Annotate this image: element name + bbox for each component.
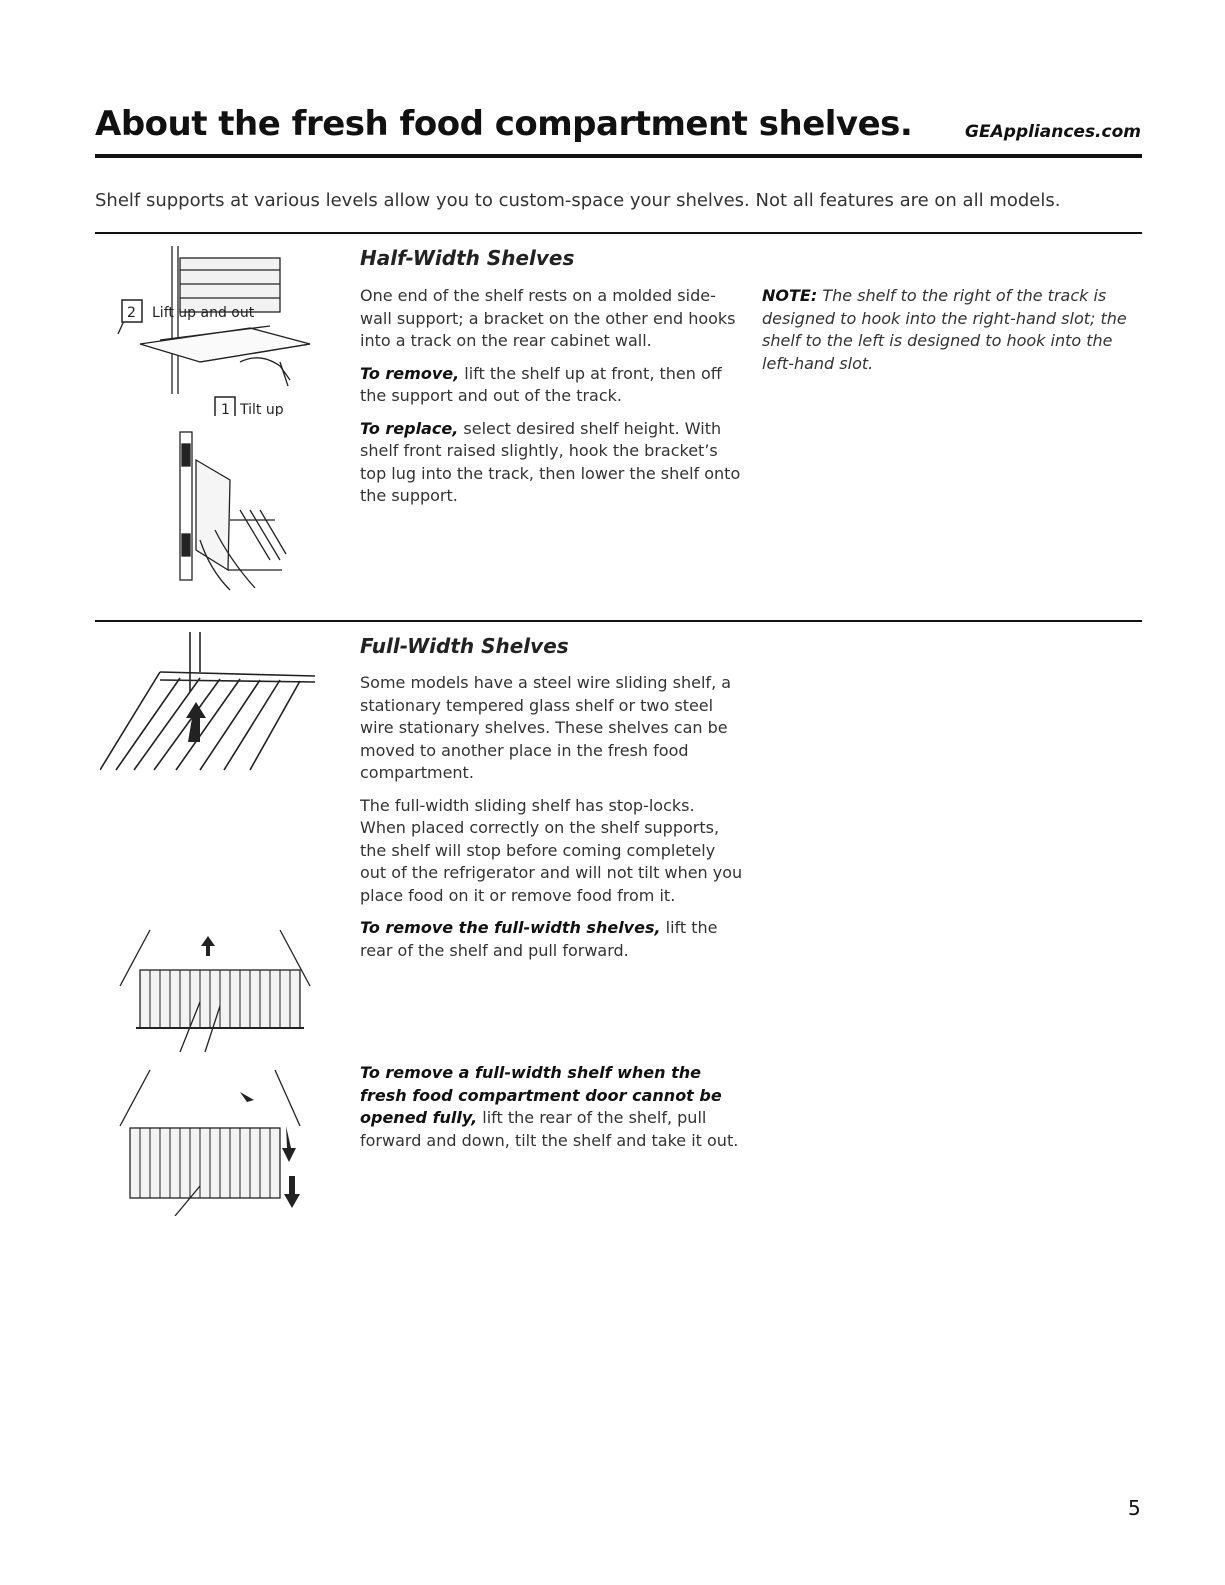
half-width-heading: Half-Width Shelves: [360, 246, 575, 270]
intro-text: Shelf supports at various levels allow you to custom-space your shelves. Not all features are on all models.: [95, 190, 1061, 211]
half-width-description: One end of the shelf rests on a molded side-wall support; a bracket on the other end hooks into a track on the rear cabinet wall.: [360, 286, 736, 350]
section-divider-full: [95, 620, 1142, 622]
remove-text: lift the shelf up at front, then off the support and out of the track.: [360, 363, 722, 405]
note-label: NOTE:: [762, 286, 818, 305]
half-width-remove: [360, 363, 745, 408]
replace-lead: To replace,: [360, 418, 459, 438]
replace-text: select desired shelf height. With shelf front raised slightly, hook the bracket’s top lug into the track, then lower the shelf onto the support.: [360, 418, 741, 505]
full-remove-lead: To remove the full-width shelves,: [360, 918, 661, 937]
remove-lead: To remove,: [360, 363, 460, 383]
step-1-label: Tilt up: [240, 402, 284, 416]
page-number: 5: [1128, 1496, 1141, 1520]
header-rule: [95, 154, 1142, 158]
note-text: The shelf to the right of the track is designed to hook into the right-hand slot; the shelf to the left is designed to hook into the left-hand slot.: [762, 286, 1127, 373]
full-width-description: Some models have a steel wire sliding shelf, a stationary tempered glass shelf or two steel wire stationary shelves. These shelves can be moved to another place in the fresh food compartment.: [360, 673, 732, 782]
full-width-pull-illustration: [100, 926, 335, 1054]
section-divider-half: [95, 232, 1142, 234]
full-width-tilt-illustration: [100, 1066, 335, 1216]
step-2-label: Lift up and out: [152, 305, 255, 321]
half-width-replace: [360, 418, 745, 508]
full-width-shelf-illustration: [100, 632, 335, 772]
full-remove-text: lift the rear of the shelf and pull forward.: [360, 918, 718, 960]
door-remove-text: lift the rear of the shelf, pull forward and down, tilt the shelf and take it out.: [360, 1108, 739, 1150]
step-2-number: 2: [127, 305, 136, 321]
page-title: About the fresh food compartment shelves.: [95, 104, 913, 144]
full-width-text: [360, 672, 745, 972]
half-width-text: [360, 285, 745, 518]
full-width-heading: Full-Width Shelves: [360, 634, 569, 658]
full-width-stoplocks: The full-width sliding shelf has stop-locks. When placed correctly on the shelf supports, the shelf will stop before coming completely out of the refrigerator and will not tilt when you place food on it or remove food from it.: [360, 795, 743, 905]
website-link[interactable]: GEAppliances.com: [965, 122, 1141, 142]
half-width-bracket-illustration: [100, 430, 335, 595]
half-width-lift-illustration: [100, 244, 335, 416]
step-1-number: 1: [221, 402, 230, 416]
full-width-remove-door: [360, 1062, 745, 1162]
half-width-note: [762, 285, 1142, 375]
full-width-remove: [360, 917, 745, 962]
door-remove-lead: To remove a full-width shelf when the fresh food compartment door cannot be opened fully,: [360, 1063, 722, 1127]
